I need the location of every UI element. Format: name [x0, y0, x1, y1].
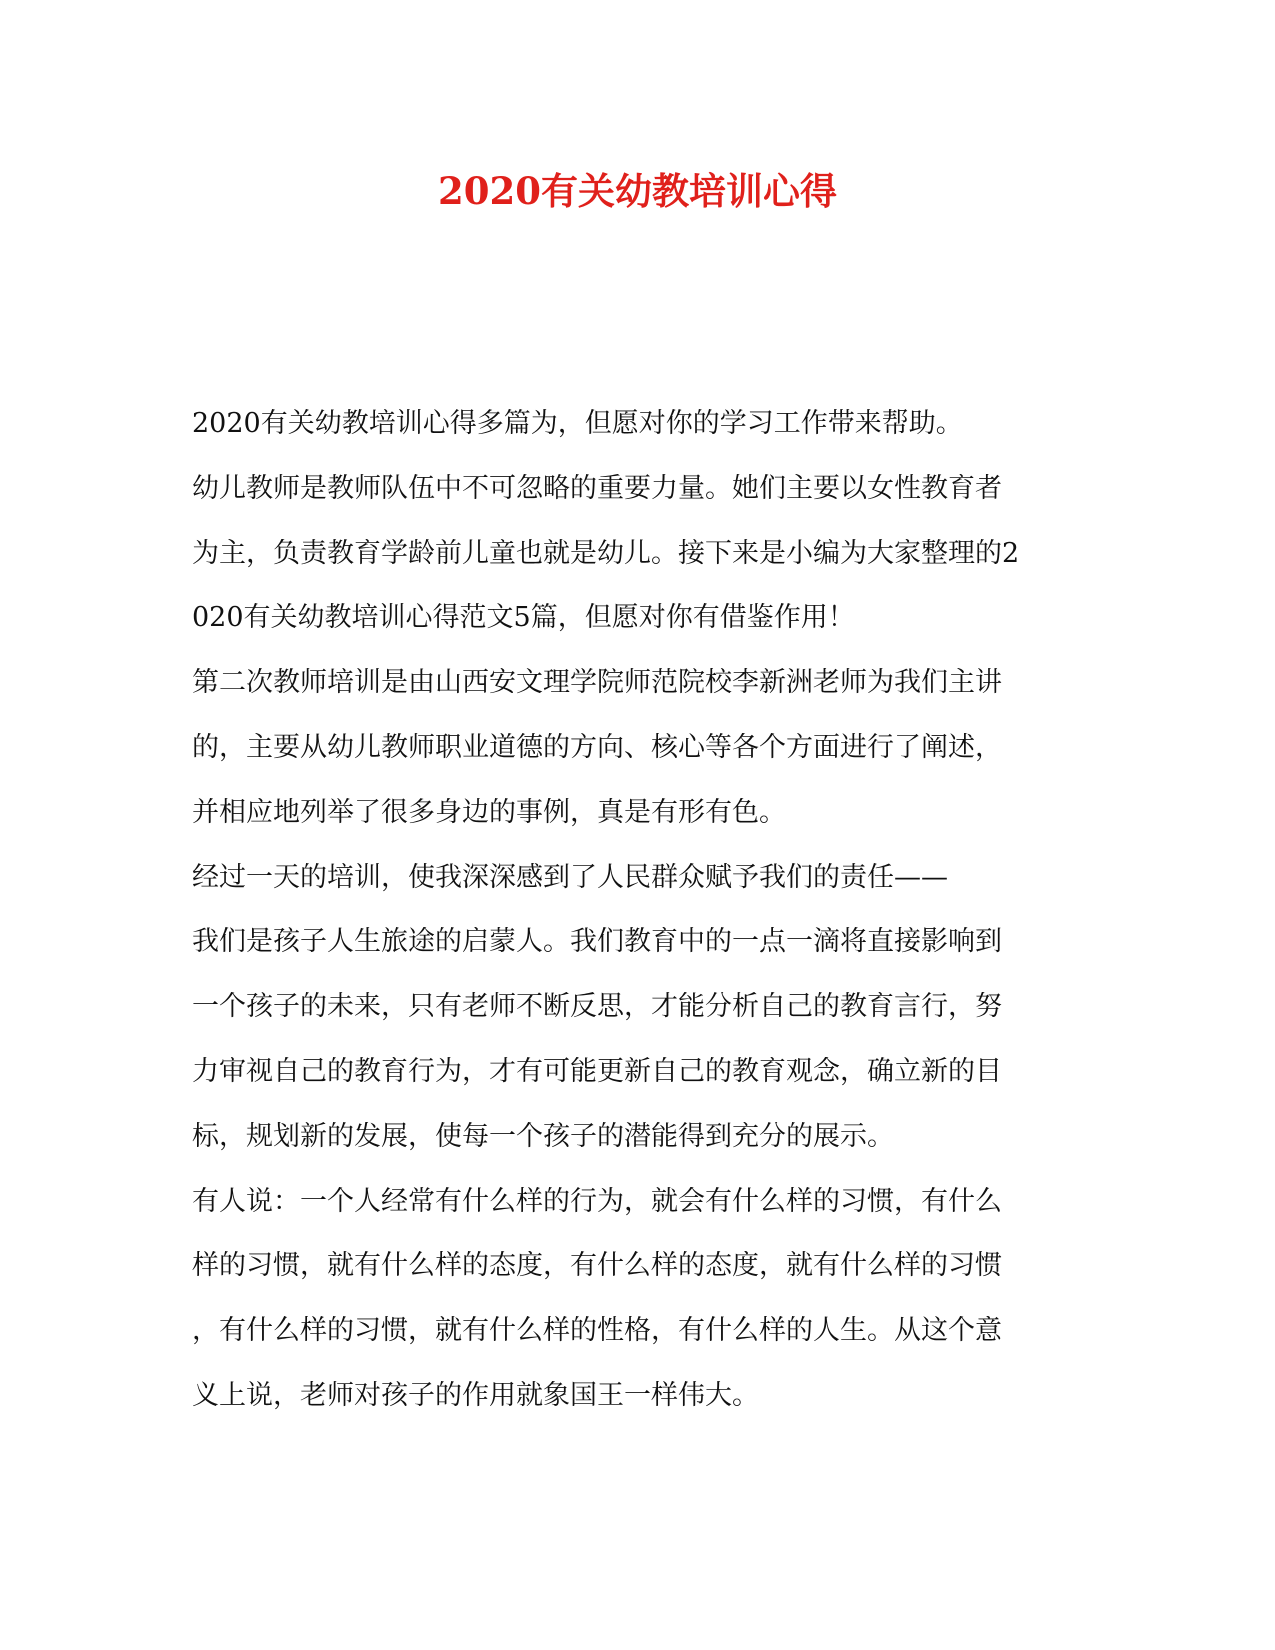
body-line: 2020有关幼教培训心得多篇为，但愿对你的学习工作带来帮助。 [192, 409, 963, 439]
document-body [192, 409, 1072, 1446]
body-line: 有人说：一个人经常有什么样的行为，就会有什么样的习惯，有什么 [192, 1186, 1002, 1217]
body-line: 经过一天的培训，使我深深感到了人民群众赋予我们的责任—— [192, 862, 948, 893]
body-line: 幼儿教师是教师队伍中不可忽略的重要力量。她们主要以女性教育者 [192, 473, 1002, 504]
body-line: 020有关幼教培训心得范文5篇，但愿对你有借鉴作用！ [192, 603, 855, 634]
body-line: 义上说，老师对孩子的作用就象国王一样伟大。 [192, 1380, 759, 1411]
body-line: 一个孩子的未来，只有老师不断反思，才能分析自己的教育言行，努 [192, 992, 1002, 1023]
body-line: 标，规划新的发展，使每一个孩子的潜能得到充分的展示。 [192, 1121, 894, 1152]
body-line: 的，主要从幼儿教师职业道德的方向、核心等各个方面进行了阐述， [192, 732, 1002, 763]
body-line: 为主，负责教育学龄前儿童也就是幼儿。接下来是小编为大家整理的2 [192, 538, 1020, 569]
body-line: 力审视自己的教育行为，才有可能更新自己的教育观念，确立新的目 [192, 1056, 1002, 1087]
body-line: 第二次教师培训是由山西安文理学院师范院校李新洲老师为我们主讲 [192, 668, 1002, 699]
body-line: 并相应地列举了很多身边的事例，真是有形有色。 [192, 797, 786, 828]
body-line: 样的习惯，就有什么样的态度，有什么样的态度，就有什么样的习惯 [192, 1251, 1002, 1282]
body-line: ，有什么样的习惯，就有什么样的性格，有什么样的人生。从这个意 [192, 1316, 1002, 1347]
document-title: 2020有关幼教培训心得 [438, 169, 837, 213]
body-line: 我们是孩子人生旅途的启蒙人。我们教育中的一点一滴将直接影响到 [192, 927, 1002, 958]
